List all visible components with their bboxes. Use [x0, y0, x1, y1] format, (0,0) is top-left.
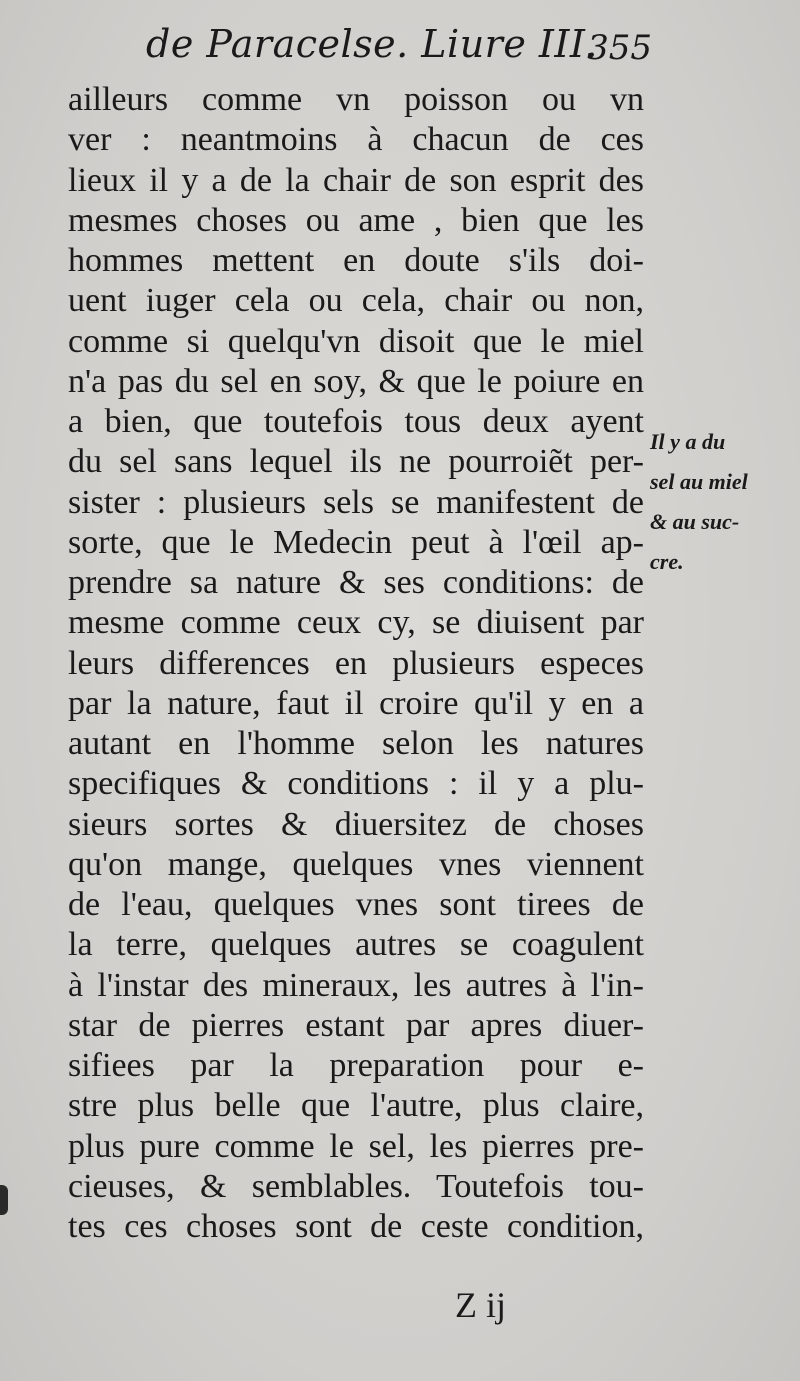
text-line: uent iuger cela ou cela, chair ou non,	[68, 282, 644, 320]
page-header	[140, 22, 660, 78]
text-line: star de pierres estant par apres diuer-	[68, 1006, 644, 1044]
page-edge-mark	[0, 1185, 8, 1215]
text-line: cieuses, & semblables. Toutefois tou-	[68, 1167, 644, 1205]
marginal-note-line: Il y a du	[650, 429, 726, 454]
text-line: par la nature, faut il croire qu'il y en a	[68, 684, 644, 722]
text-line: de l'eau, quelques vnes sont tirees de	[68, 886, 644, 923]
marginal-note	[650, 422, 790, 582]
marginal-note-line: & au suc-	[650, 509, 740, 534]
text-line: autant en l'homme selon les natures	[68, 725, 644, 762]
body-text	[68, 80, 644, 1247]
text-line: lieux il y a de la chair de son esprit des	[68, 161, 644, 199]
text-line: tes ces choses sont de ceste condition,	[68, 1208, 644, 1245]
text-line: sorte, que le Medecin peut à l'œil ap-	[68, 523, 644, 561]
text-line: stre plus belle que l'autre, plus claire,	[68, 1087, 644, 1125]
text-line: a bien, que toutefois tous deux ayent	[68, 403, 644, 440]
text-line: plus pure comme le sel, les pierres pre-	[68, 1127, 644, 1165]
text-line: sieurs sortes & diuersitez de choses	[68, 805, 644, 843]
text-line: ver : neantmoins à chacun de ces	[68, 121, 644, 159]
text-line: mesmes choses ou ame , bien que les	[68, 201, 644, 239]
text-line: leurs differences en plusieurs especes	[68, 644, 644, 682]
text-line: du sel sans lequel ils ne pourroiẽt per-	[68, 443, 644, 481]
text-line: hommes mettent en doute s'ils doi-	[68, 242, 644, 279]
marginal-note-line: cre.	[650, 549, 684, 574]
text-line: la terre, quelques autres se coagulent	[68, 926, 644, 964]
text-line: à l'instar des mineraux, les autres à l'in-	[68, 966, 644, 1004]
text-line: ailleurs comme vn poisson ou vn	[68, 81, 644, 118]
text-line: n'a pas du sel en soy, & que le poiure en	[68, 362, 644, 400]
text-line: comme si quelqu'vn disoit que le miel	[68, 322, 644, 360]
text-line: mesme comme ceux cy, se diuisent par	[68, 604, 644, 642]
running-head: de Paracelse. Liure III.	[146, 22, 599, 66]
text-line: sifiees par la preparation pour e-	[68, 1047, 644, 1084]
marginal-note-line: sel au miel	[650, 469, 748, 494]
text-line: sister : plusieurs sels se manifestent de	[68, 483, 644, 521]
signature-mark: Z ij	[455, 1285, 506, 1325]
page-number: 355	[587, 28, 652, 68]
text-line: qu'on mange, quelques vnes viennent	[68, 845, 644, 883]
text-line: prendre sa nature & ses conditions: de	[68, 564, 644, 601]
text-line: specifiques & conditions : il y a plu-	[68, 765, 644, 803]
